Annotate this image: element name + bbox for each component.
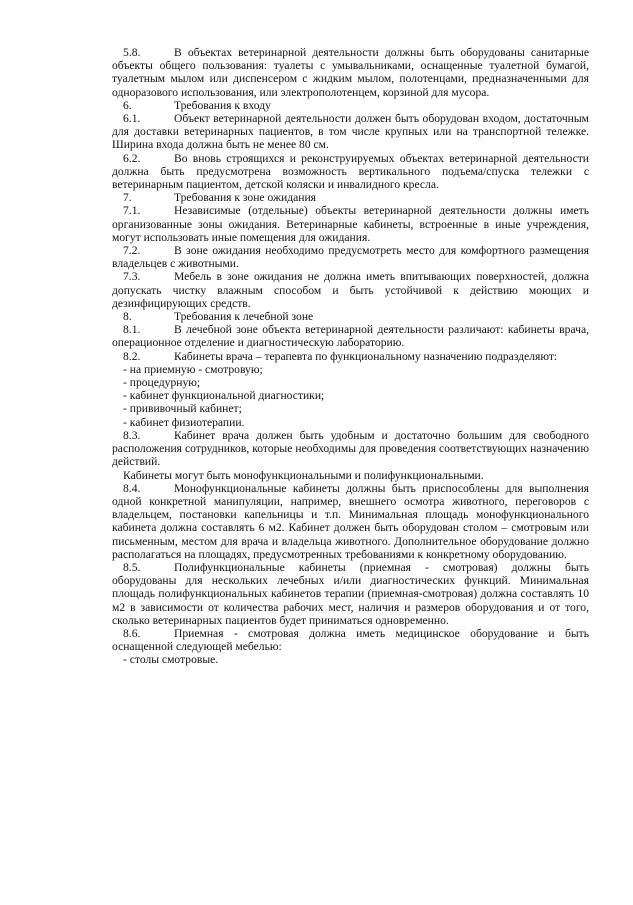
paragraph-text: Требования к зоне ожидания <box>174 191 316 205</box>
numbered-paragraph <box>112 323 589 349</box>
numbered-paragraph <box>112 112 589 152</box>
paragraph-number: 7. <box>123 191 132 205</box>
paragraph-number: 8.6. <box>123 626 141 640</box>
paragraph-number: 6.1. <box>123 112 141 126</box>
paragraph-number: 8.1. <box>123 323 141 337</box>
plain-paragraph: Кабинеты могут быть монофункциональными и полифункциональными. <box>123 468 484 482</box>
list-item: - кабинет физиотерапии. <box>123 415 245 429</box>
numbered-paragraph <box>112 244 589 270</box>
paragraph-number: 7.3. <box>123 270 141 284</box>
paragraph-text: Независимые (отдельные) объекты ветеринарной деятельности должны иметь организованные зоны ожидания. Ветеринарные кабинеты, встроенные в иные учреждения, могут использовать иные помещения для ожидания. <box>112 204 589 244</box>
numbered-paragraph <box>112 482 589 561</box>
numbered-paragraph <box>112 350 589 363</box>
numbered-paragraph <box>112 191 589 204</box>
paragraph-text: В зоне ожидания необходимо предусмотреть место для комфортного размещения владельцев с животными. <box>112 244 589 271</box>
numbered-paragraph <box>112 46 589 99</box>
paragraph-number: 5.8. <box>123 46 141 59</box>
list-item: - столы смотровые. <box>123 653 219 667</box>
numbered-paragraph <box>112 204 589 244</box>
document-body <box>112 46 589 667</box>
paragraph-number: 8.3. <box>123 428 141 442</box>
paragraph-text: Полифункциональные кабинеты (приемная - смотровая) должны быть оборудованы для нескольких лечебных и/или диагностических функций. Минимальная площадь полифункциональных кабинетов терапии (приемная-смотровая) должна составлять 10 м2 в зависимости от количества рабочих мест, наличия и размеров оборудования и от того, сколько ветеринарных пациентов будет приниматься одновременно. <box>112 560 589 627</box>
paragraph-text: Кабинеты врача – терапевта по функциональному назначению подразделяют: <box>174 349 558 363</box>
paragraph-number: 6. <box>123 98 132 112</box>
paragraph-text: Во вновь строящихся и реконструируемых объектах ветеринарной деятельности должна быть предусмотрена возможность вертикального подъема/спуска тележки с ветеринарным пациентом, детской коляски и инвалидного кресла. <box>112 151 589 192</box>
paragraph-number: 8. <box>123 310 132 324</box>
numbered-paragraph <box>112 627 589 653</box>
numbered-paragraph <box>112 429 589 469</box>
paragraph-number: 8.5. <box>123 560 141 574</box>
list-item: - прививочный кабинет; <box>123 402 242 416</box>
paragraph-text: Кабинет врача должен быть удобным и достаточно большим для свободного расположения сотрудников, которые необходимы для проведения соответствующих назначению действий. <box>112 428 589 469</box>
paragraph-number: 6.2. <box>123 151 141 165</box>
numbered-paragraph <box>112 310 589 323</box>
paragraph-number: 8.4. <box>123 481 141 495</box>
paragraph-text: Монофункциональные кабинеты должны быть приспособлены для выполнения одной конкретной манипуляции, например, внешнего осмотра животного, переговоров с владельцем, постановки капельницы и т.п. Минимальная площадь монофункционального кабинета должна составлять 6 м2. Кабинет должен быть оборудован столом – смотровым или письменным, местом для врача и владельца животного. Дополнительное оборудование должно располагаться на площадях, предусмотренных требованиями к конкретному оборудованию. <box>112 481 589 561</box>
list-item: - процедурную; <box>123 376 201 390</box>
paragraph-text: Объект ветеринарной деятельности должен быть оборудован входом, достаточным для доставки ветеринарных пациентов, в том числе крупных или на транспортной тележке. Ширина входа должна быть не менее 80 см. <box>112 112 589 152</box>
numbered-paragraph <box>112 99 589 112</box>
list-item: - кабинет функциональной диагностики; <box>123 389 325 403</box>
paragraph-number: 7.2. <box>123 244 141 258</box>
paragraph-number: 8.2. <box>123 349 141 363</box>
paragraph-text: Мебель в зоне ожидания не должна иметь впитывающих поверхностей, должна допускать чистку влажным способом и быть устойчивой к действию моющих и дезинфицирующих средств. <box>112 270 589 310</box>
paragraph-text: Требования к лечебной зоне <box>174 310 314 324</box>
paragraph-number: 7.1. <box>123 204 141 218</box>
numbered-paragraph <box>112 561 589 627</box>
numbered-paragraph <box>112 152 589 192</box>
paragraph-text: В объектах ветеринарной деятельности должны быть оборудованы санитарные объекты общего пользования: туалеты с умывальниками, оснащенные туалетной бумагой, туалетным мылом или диспенсером с жидким мылом, полотенцами, предназначенными для одноразового использования, или электрополотенцем, корзиной для мусора. <box>112 46 589 99</box>
numbered-paragraph <box>112 270 589 310</box>
paragraph-text: Требования к входу <box>174 98 271 112</box>
paragraph-text: Приемная - смотровая должна иметь медицинское оборудование и быть оснащенной следующей мебелью: <box>112 626 589 654</box>
list-item: - на приемную - смотровую; <box>123 362 263 376</box>
paragraph-text: В лечебной зоне объекта ветеринарной деятельности различают: кабинеты врача, операционное отделение и диагностическую лабораторию. <box>112 323 589 350</box>
